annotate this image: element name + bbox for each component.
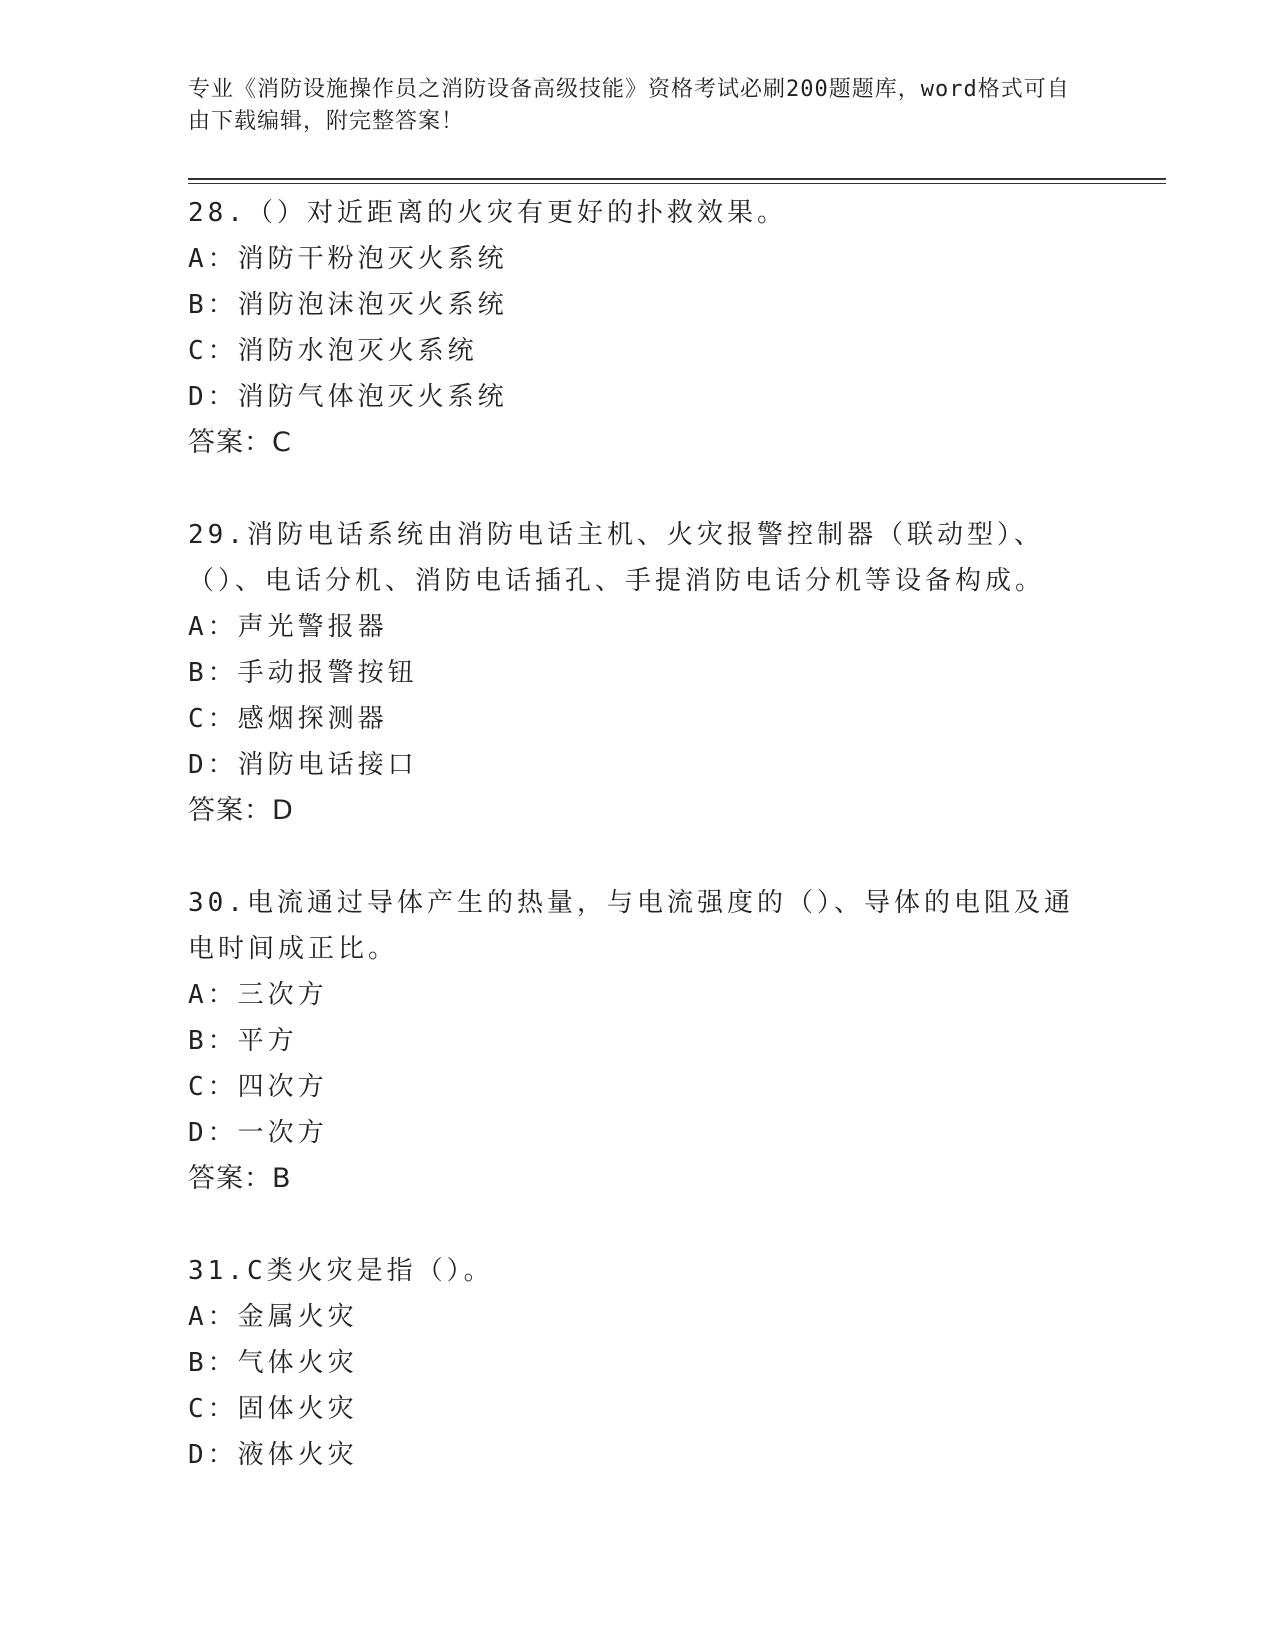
option-a: A：声光警报器	[188, 612, 388, 642]
header-divider-thin	[188, 183, 1166, 184]
question-29	[188, 512, 1088, 834]
question-28	[188, 190, 1088, 466]
answer-text: 答案：B	[188, 1163, 292, 1194]
document-title: 专业《消防设施操作员之消防设备高级技能》资格考试必刷200题题库，word格式可自由下载编辑，附完整答案！	[188, 77, 1070, 134]
answer-text: 答案：C	[188, 427, 292, 458]
header-divider-thick	[188, 178, 1166, 180]
option-d: D：消防气体泡灭火系统	[188, 382, 508, 412]
answer-text: 答案：D	[188, 795, 294, 826]
question-stem: 30.电流通过导体产生的热量，与电流强度的（）、导体的电阻及通电时间成正比。	[188, 888, 1074, 964]
option-c: C：四次方	[188, 1072, 328, 1102]
question-31	[188, 1248, 1088, 1478]
option-b: B：气体火灾	[188, 1348, 358, 1378]
option-d: D：消防电话接口	[188, 750, 418, 780]
option-d: D：一次方	[188, 1118, 328, 1148]
option-c: C：消防水泡灭火系统	[188, 336, 478, 366]
option-c: C：感烟探测器	[188, 704, 388, 734]
option-d: D：液体火灾	[188, 1440, 358, 1470]
question-stem: 31.C类火灾是指（）。	[188, 1256, 494, 1286]
option-b: B：手动报警按钮	[188, 658, 418, 688]
option-a: A：消防干粉泡灭火系统	[188, 244, 508, 274]
question-stem: 28.（）对近距离的火灾有更好的扑救效果。	[188, 198, 787, 228]
option-a: A：金属火灾	[188, 1302, 358, 1332]
document-header	[188, 74, 1078, 138]
option-a: A：三次方	[188, 980, 328, 1010]
option-b: B：消防泡沫泡灭火系统	[188, 290, 508, 320]
question-30	[188, 880, 1088, 1202]
option-b: B：平方	[188, 1026, 298, 1056]
question-stem: 29.消防电话系统由消防电话主机、火灾报警控制器（联动型）、（）、电话分机、消防电话插孔、手提消防电话分机等设备构成。	[188, 520, 1046, 596]
question-list	[188, 190, 1088, 1524]
option-c: C：固体火灾	[188, 1394, 358, 1424]
